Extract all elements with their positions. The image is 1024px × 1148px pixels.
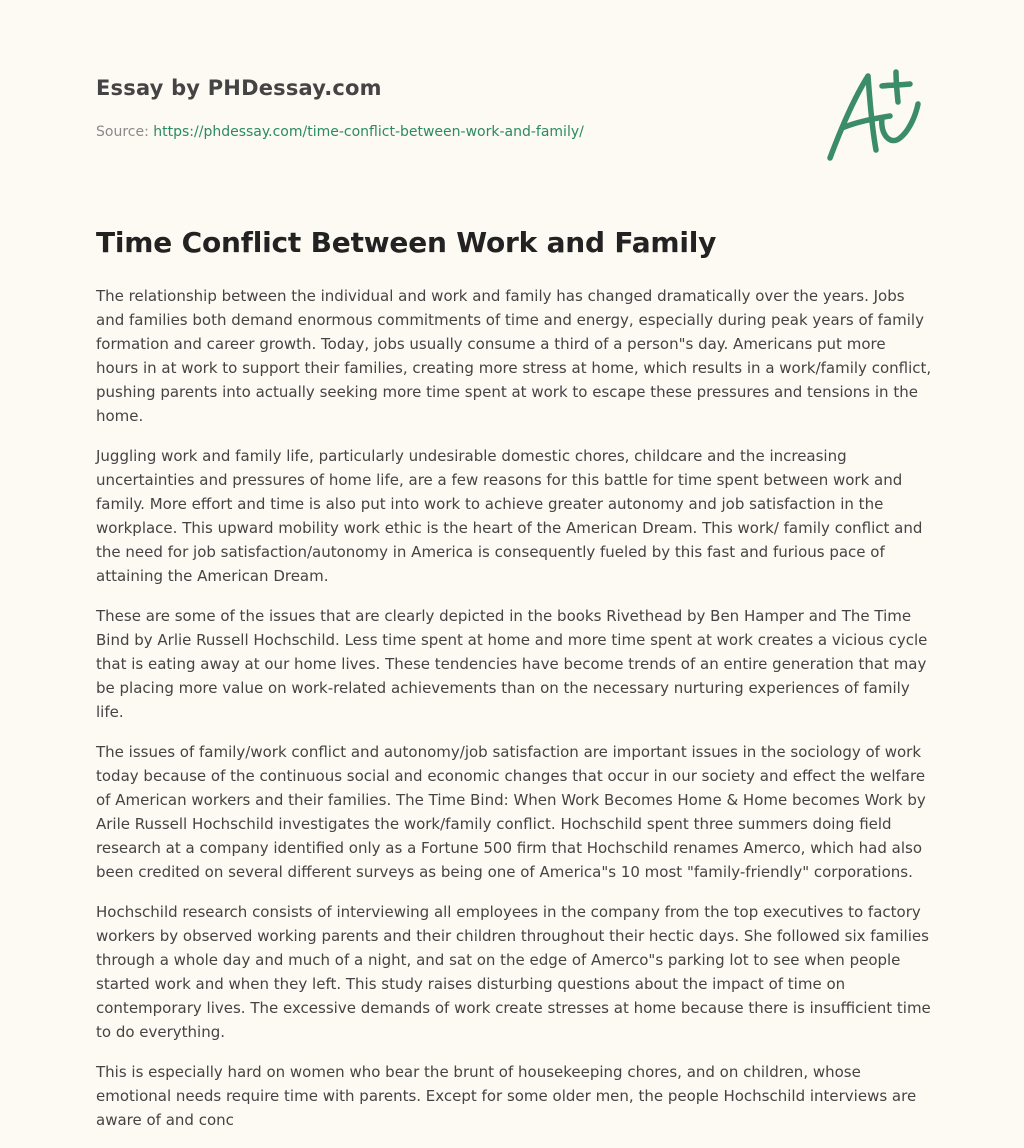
source-link[interactable]: https://phdessay.com/time-conflict-between-work-and-family/ [153,124,584,140]
essay-body [96,284,932,1148]
essay-paragraph: These are some of the issues that are clearly depicted in the books Rivethead by Ben Hamper and The Time Bind by Arlie Russell Hochschild. Less time spent at home and more time spent at work creates a vicious cycle that is eating away at our home lives. These tendencies have become trends of an entire generation that may be placing more value on work-related achievements than on the necessary nurturing experiences of family life. [96,607,928,721]
essay-paragraph: The issues of family/work conflict and autonomy/job satisfaction are important issues in the sociology of work today because of the continuous social and economic changes that occur in our society and effect the welfare of American workers and their families. The Time Bind: When Work Becomes Home & Home becomes Work by Arile Russell Hochschild investigates the work/family conflict. Hochschild spent three summers doing field research at a company identified only as a Fortune 500 firm that Hochschild renames Amerco, which had also been credited on several different surveys as being one of America"s 10 most "family-friendly" corporations. [96,743,926,881]
source-label: Source: [96,124,149,140]
source-line [96,124,584,140]
essay-paragraph: Hochschild research consists of interviewing all employees in the company from the top executives to factory workers by observed working parents and their children throughout their hectic days. She followed six families through a whole day and much of a night, and sat on the edge of Amerco"s parking lot to see when people started work and when they left. This study raises disturbing questions about the impact of time on contemporary lives. The excessive demands of work create stresses at home because there is insufficient time to do everything. [96,903,931,1041]
essay-paragraph: The relationship between the individual and work and family has changed dramatically over the years. Jobs and families both demand enormous commitments of time and energy, especially during peak years of family formation and career growth. Today, jobs usually consume a third of a person"s day. Americans put more hours in at work to support their families, creating more stress at home, which results in a work/family conflict, pushing parents into actually seeking more time spent at work to escape these pressures and tensions in the home. [96,287,932,425]
essay-title: Time Conflict Between Work and Family [96,226,717,259]
site-title: Essay by PHDessay.com [96,76,382,100]
essay-paragraph: Juggling work and family life, particularly undesirable domestic chores, childcare and the increasing uncertainties and pressures of home life, are a few reasons for this battle for time spent between work and family. More effort and time is also put into work to achieve greater autonomy and job satisfaction in the workplace. This upward mobility work ethic is the heart of the American Dream. This work/ family conflict and the need for job satisfaction/autonomy in America is consequently fueled by this fast and furious pace of attaining the American Dream. [96,447,923,585]
essay-paragraph: This is especially hard on women who bear the brunt of housekeeping chores, and on children, whose emotional needs require time with parents. Except for some older men, the people Hochschild interviews are aware of and conc [96,1063,917,1129]
a-plus-logo-icon [820,64,930,168]
